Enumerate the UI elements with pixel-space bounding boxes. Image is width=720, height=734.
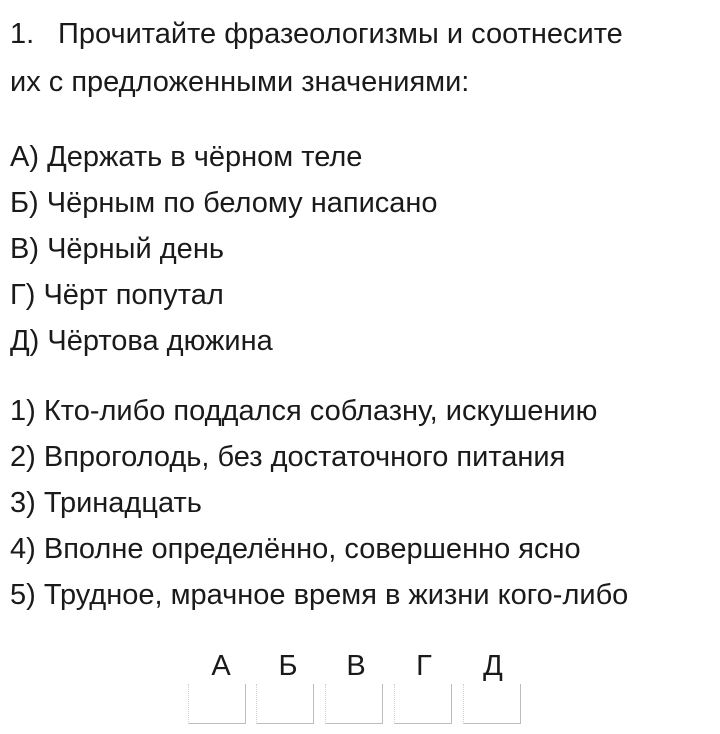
meaning-item: 1) Кто-либо поддался соблазну, искушению: [10, 395, 598, 427]
answer-header-a: А: [211, 650, 231, 682]
meaning-item: 4) Вполне определённо, совершенно ясно: [10, 533, 581, 565]
task-title-line-1: 1. Прочитайте фразеологизмы и соотнесите: [10, 18, 623, 50]
task-number: 1.: [10, 18, 35, 50]
task-title-line-2: их с предложенными значениями:: [10, 66, 470, 98]
meaning-item: 2) Впроголодь, без достаточного питания: [10, 441, 566, 473]
answer-cell-b[interactable]: [256, 684, 314, 724]
answer-cell-g[interactable]: [394, 684, 452, 724]
answer-cell-v[interactable]: [325, 684, 383, 724]
phrase-item: В) Чёрный день: [10, 233, 224, 265]
answer-header-d: Д: [483, 650, 503, 682]
phrase-item: Б) Чёрным по белому написано: [10, 187, 438, 219]
answer-cell-a[interactable]: [188, 684, 246, 724]
meaning-item: 3) Тринадцать: [10, 487, 202, 519]
answer-header-v: В: [346, 650, 366, 682]
answer-header-g: Г: [416, 650, 432, 682]
phrase-item: Г) Чёрт попутал: [10, 279, 224, 311]
phrase-item: Д) Чёртова дюжина: [10, 325, 273, 357]
answer-header-b: Б: [278, 650, 298, 682]
phrase-item: А) Держать в чёрном теле: [10, 141, 363, 173]
answer-cell-d[interactable]: [463, 684, 521, 724]
meaning-item: 5) Трудное, мрачное время в жизни кого-либо: [10, 579, 629, 611]
